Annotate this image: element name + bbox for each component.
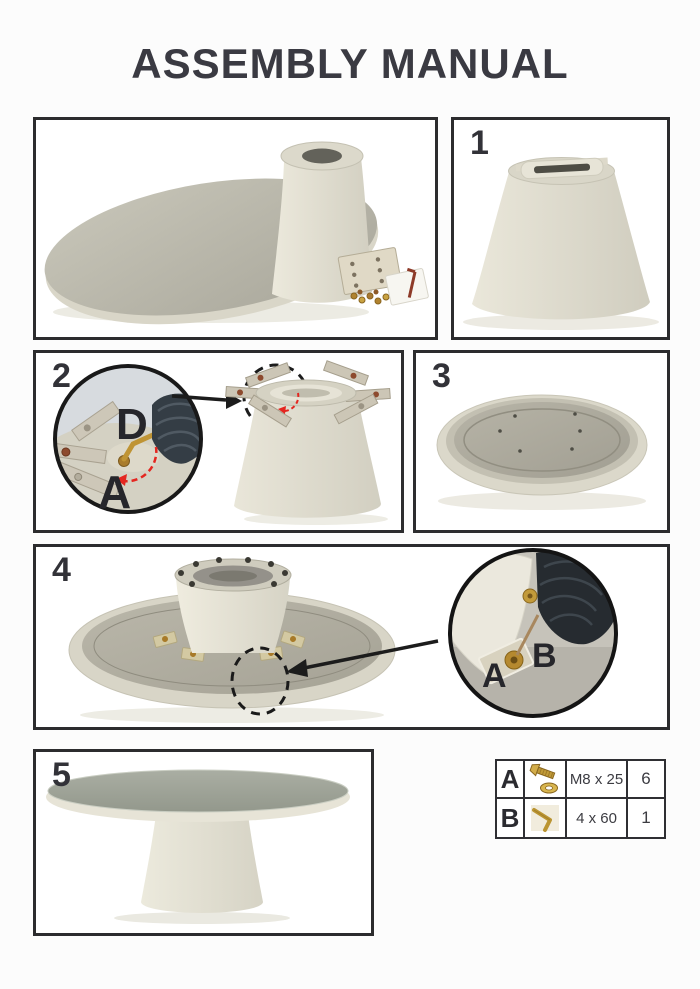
panel-parts-overview — [33, 117, 438, 340]
base-body — [472, 171, 650, 319]
table-shadow — [114, 912, 290, 924]
hardware-letter-cell — [497, 799, 525, 837]
bracket-install-illustration — [36, 353, 401, 530]
hardware-table — [495, 759, 666, 839]
hardware-spec: 4 x 60 — [576, 809, 617, 827]
label-hardware-b: B — [532, 637, 557, 675]
pedestal — [141, 807, 263, 913]
hardware-spec-cell — [567, 761, 628, 799]
panel-step-1 — [451, 117, 670, 340]
base-attached-illustration — [36, 547, 667, 727]
step-number: 1 — [470, 124, 489, 162]
hardware-icon-cell — [525, 761, 567, 799]
hardware-letter: A — [500, 763, 520, 794]
hardware-letter: B — [500, 802, 520, 833]
step-number: 4 — [52, 551, 71, 589]
hardware-letter-cell — [497, 761, 525, 799]
label-hardware-a: A — [98, 466, 132, 518]
hardware-qty: 6 — [641, 769, 651, 788]
panel-step-4 — [33, 544, 670, 730]
hardware-icon-cell — [525, 799, 567, 837]
hardware-spec: M8 x 25 — [569, 770, 624, 788]
allen-key-icon — [527, 801, 563, 835]
tabletop-underside-face — [454, 402, 630, 478]
hardware-qty: 1 — [641, 808, 651, 827]
panel-step-2 — [33, 350, 404, 533]
tabletop-surface — [48, 770, 348, 812]
label-hardware-a: A — [482, 657, 507, 695]
tabletop-underside-illustration — [416, 353, 667, 530]
step-number: 5 — [52, 756, 71, 794]
parts-overview-illustration — [36, 120, 435, 337]
page-title: ASSEMBLY MANUAL — [131, 40, 569, 87]
finished-table-illustration — [36, 752, 371, 933]
hardware-qty-cell — [628, 799, 664, 837]
base-with-brackets — [226, 361, 391, 525]
hardware-spec-cell — [567, 799, 628, 837]
assembled-upside-down — [69, 557, 395, 723]
label-tool-d: D — [116, 400, 148, 449]
panel-step-3 — [413, 350, 670, 533]
panel-step-5 — [33, 749, 374, 936]
hardware-qty-cell — [628, 761, 664, 799]
step-number: 2 — [52, 357, 71, 395]
step-number: 3 — [432, 357, 451, 395]
bolt-washer-icon — [527, 762, 563, 796]
